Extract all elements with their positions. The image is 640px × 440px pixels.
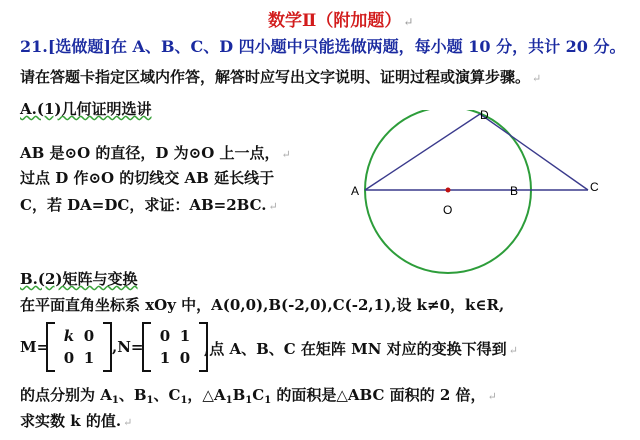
page-title (268, 6, 413, 31)
matrix-m-grid (55, 325, 103, 369)
geometry-figure (340, 110, 610, 290)
part-a-line-2: 过点 D 作⊙O 的切线交 AB 延长线于 (20, 169, 275, 187)
center-point (446, 188, 451, 193)
part-b-line-4 (20, 410, 132, 431)
subscript: 1 (225, 395, 233, 406)
matrix-n-grid (151, 325, 199, 369)
section-heading: 21.[选做题]在 A、B、C、D 四小题中只能选做两题，每小题 10 分，共计 20 分。 (20, 37, 626, 56)
label-d: D (480, 110, 489, 122)
subscript: 1 (245, 395, 253, 406)
matrix-m-cell: 0 (63, 349, 75, 367)
matrix-n (142, 322, 208, 372)
instruction-content: 请在答题卡指定区域内作答，解答时应写出文字说明、证明过程或演算步骤。 (20, 68, 531, 86)
subscript: 1 (180, 395, 188, 406)
matrix-description (204, 338, 518, 359)
text-seg: 、C (153, 386, 181, 404)
text-seg: C (252, 386, 265, 404)
part-a-title: A.(1)几何证明选讲 (20, 100, 152, 118)
paragraph-mark: ↵ (532, 72, 542, 85)
part-a-line-3-text: C，若 DA=DC，求证：AB=2BC. (20, 196, 267, 214)
part-b-line-4-text: 求实数 k 的值. (20, 412, 122, 430)
part-a-line-1-text: AB 是⊙O 的直径，D 为⊙O 上一点， (20, 144, 280, 162)
paragraph-mark: ↵ (508, 344, 518, 357)
part-b-title: B.(2)矩阵与变换 (20, 270, 138, 288)
matrix-n-cell: 1 (179, 327, 191, 345)
text-seg: ，△A (187, 386, 226, 404)
line-dc (480, 114, 588, 190)
matrix-description-text: ,点 A、B、C 在矩阵 MN 对应的变换下得到 (204, 340, 507, 358)
paragraph-mark: ↵ (281, 148, 291, 161)
part-a-line-3 (20, 194, 278, 215)
text-seg: 的点分别为 A (20, 386, 112, 404)
subscript: 1 (111, 395, 119, 406)
title-text: 数学Ⅱ（附加题） (268, 11, 402, 31)
subscript: 1 (146, 395, 154, 406)
matrix-m-cell: k (63, 327, 75, 345)
instruction-text (20, 66, 541, 87)
part-b-line-3 (20, 384, 497, 406)
matrix-m-label: M= (20, 338, 50, 356)
matrix-m-cell: 0 (83, 327, 95, 345)
subscript: 1 (264, 395, 272, 406)
line-ad (365, 114, 480, 190)
matrix-n-cell: 0 (159, 327, 171, 345)
matrix-n-label: ,N= (112, 338, 144, 356)
text-seg: B (232, 386, 246, 404)
paragraph-mark: ↵ (268, 200, 278, 213)
label-a: A (351, 184, 360, 198)
matrix-m (46, 322, 112, 372)
text-seg: 的面积是△ABC 面积的 2 倍， (271, 386, 486, 404)
label-c: C (590, 180, 599, 194)
label-b: B (510, 184, 519, 198)
paragraph-mark: ↵ (487, 390, 497, 403)
matrix-n-cell: 0 (179, 349, 191, 367)
paragraph-mark: ↵ (403, 15, 414, 29)
paragraph-mark: ↵ (123, 416, 133, 429)
bracket-left (46, 322, 55, 372)
text-seg: 、B (118, 386, 147, 404)
part-b-line-1: 在平面直角坐标系 xOy 中，A(0,0),B(-2,0),C(-2,1),设 k≠0，k∈R, (20, 296, 505, 314)
bracket-left (142, 322, 151, 372)
bracket-right (103, 322, 112, 372)
matrix-m-cell: 1 (83, 349, 95, 367)
part-a-line-1 (20, 142, 291, 163)
matrix-n-cell: 1 (159, 349, 171, 367)
label-o: O (443, 203, 453, 217)
